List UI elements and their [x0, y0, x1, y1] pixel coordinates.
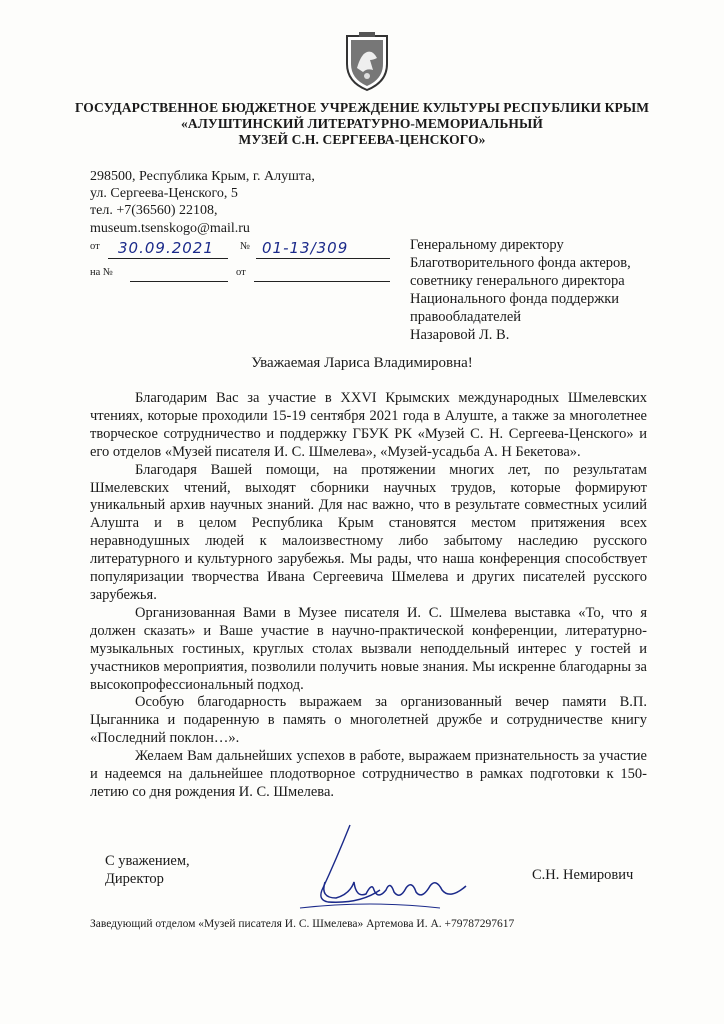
- reply-number-underline: [130, 281, 228, 282]
- recipient-line5: правообладателей: [410, 309, 522, 325]
- paragraph: Организованная Вами в Музее писателя И. С. Шмелева выставка «То, что я должен сказать» и Ваше участие в научно-практической конференции, литературно-музыкальных гостиных, круглых столах вызвали неподдельный интерес у гостей и участников мероприятия, позволили получить новые знания. Мы искренне благодарны за высокопрофессиональный подход.: [90, 604, 647, 693]
- recipient-line4: Национального фонда поддержки: [410, 291, 620, 307]
- paragraph: Особую благодарность выражаем за организованный вечер памяти В.П. Цыганника и подаренную в память о многолетней дружбе и сотрудничестве книгу «Последний поклон…».: [90, 694, 647, 747]
- org-name-line1: ГОСУДАРСТВЕННОЕ БЮДЖЕТНОЕ УЧРЕЖДЕНИЕ КУЛЬТУРЫ РЕСПУБЛИКИ КРЫМ: [74, 100, 650, 115]
- closing-regards: С уважением,: [105, 853, 190, 869]
- director-name: С.Н. Немирович: [532, 867, 634, 883]
- number-underline: [256, 258, 390, 259]
- handwritten-signature: [270, 820, 510, 915]
- closing-position: Директор: [105, 871, 164, 887]
- greeting: Уважаемая Лариса Владимировна!: [251, 355, 473, 371]
- reply-date-underline: [254, 281, 390, 282]
- recipient-line3: советнику генерального директора: [410, 273, 625, 289]
- paragraph: Благодарим Вас за участие в XXVI Крымских международных Шмелевских чтениях, которые проходили 15-19 сентября 2021 года в Алуште, а также за многолетнее творческое сотрудничество и поддержку ГБУК РК «Музей С. Н. Сергеева-Ценского» и его отделов «Музей писателя И. С. Шмелева», «Музей-усадьба А. Н Бекетова».: [90, 390, 647, 460]
- paragraph: Желаем Вам дальнейших успехов в работе, выражаем признательность за участие и надеемся на дальнейшее плодотворное сотрудничество в рамках подготовки к 150-летию со дня рождения И. С. Шмелева.: [90, 748, 647, 800]
- address-email: museum.tsenskogo@mail.ru: [90, 221, 250, 236]
- reply-number-label: на №: [90, 267, 113, 278]
- number-label: №: [240, 241, 251, 252]
- coat-of-arms-icon: [343, 30, 391, 92]
- address-phone: тел. +7(36560) 22108,: [90, 203, 218, 218]
- date-underline: [108, 258, 228, 259]
- handwritten-date: 30.09.2021: [118, 239, 214, 257]
- org-name-line3: МУЗЕЙ С.Н. СЕРГЕЕВА-ЦЕНСКОГО»: [238, 132, 486, 147]
- recipient-name: Назаровой Л. В.: [410, 327, 510, 343]
- footer-contact: Заведующий отделом «Музей писателя И. С. Шмелева» Артемова И. А. +79787297617: [90, 918, 515, 930]
- org-name-line2: «АЛУШТИНСКИЙ ЛИТЕРАТУРНО-МЕМОРИАЛЬНЫЙ: [181, 116, 543, 131]
- handwritten-number: 01-13/309: [262, 239, 349, 257]
- address-line1: 298500, Республика Крым, г. Алушта,: [90, 169, 315, 184]
- recipient-line1: Генеральному директору: [410, 237, 564, 253]
- reply-date-label: от: [236, 267, 246, 278]
- from-label: от: [90, 241, 100, 252]
- letter-body: [90, 390, 647, 802]
- paragraph: Благодаря Вашей помощи, на протяжении многих лет, по результатам Шмелевских чтений, выходят сборники научных трудов, которые формируют уникальный архив научных знаний. Для нас важно, что в результате совместных усилий Алушта и в целом Республика Крым становятся местом притяжения всех неравнодушных людей к малоизвестному либо забытому наследию русского литературного и культурного зарубежья. Мы рады, что наша конференция способствует популяризации творчества Ивана Сергеевича Шмелева и других писателей русского зарубежья.: [90, 461, 647, 603]
- address-line2: ул. Сергеева-Ценского, 5: [90, 186, 238, 201]
- recipient-line2: Благотворительного фонда актеров,: [410, 255, 631, 271]
